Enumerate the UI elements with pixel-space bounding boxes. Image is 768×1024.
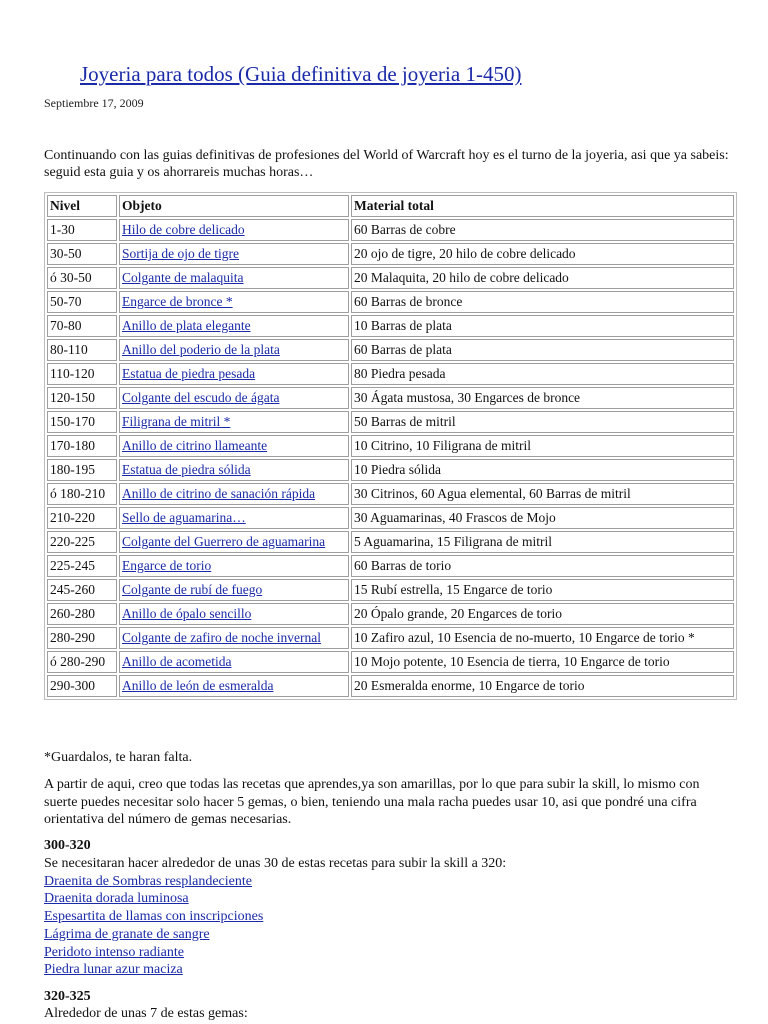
cell-material: 5 Aguamarina, 15 Filigrana de mitril: [351, 531, 734, 553]
recipe-link[interactable]: Peridoto intenso radiante: [44, 944, 184, 960]
cell-objeto: [119, 315, 349, 337]
cell-nivel: ó 30-50: [47, 267, 117, 289]
cell-material: 60 Barras de torio: [351, 555, 734, 577]
cell-material: 10 Mojo potente, 10 Esencia de tierra, 10 Engarce de torio: [351, 651, 734, 673]
recipe-link[interactable]: Draenita de Sombras resplandeciente: [44, 873, 252, 889]
cell-material: 60 Barras de plata: [351, 339, 734, 361]
cell-material: 20 ojo de tigre, 20 hilo de cobre delicado: [351, 243, 734, 265]
recipe-link[interactable]: Piedra lunar azur maciza: [44, 962, 183, 978]
table-body: [47, 219, 734, 697]
cell-nivel: 110-120: [47, 363, 117, 385]
cell-objeto: [119, 507, 349, 529]
cell-nivel: 150-170: [47, 411, 117, 433]
cell-nivel: 245-260: [47, 579, 117, 601]
recipe-link[interactable]: Espesartita de llamas con inscripciones: [44, 909, 264, 925]
leveling-table: [44, 192, 737, 700]
cell-material: 80 Piedra pesada: [351, 363, 734, 385]
cell-objeto: [119, 483, 349, 505]
cell-nivel: 260-280: [47, 603, 117, 625]
table-row: [47, 555, 734, 577]
item-link[interactable]: Colgante de zafiro de noche invernal: [122, 630, 322, 645]
table-row: [47, 603, 734, 625]
item-link[interactable]: Filigrana de mitril *: [122, 414, 231, 429]
cell-material: 15 Rubí estrella, 15 Engarce de torio: [351, 579, 734, 601]
cell-nivel: 80-110: [47, 339, 117, 361]
cell-material: 10 Citrino, 10 Filigrana de mitril: [351, 435, 734, 457]
recipe-link[interactable]: Lágrima de granate de sangre: [44, 926, 210, 942]
cell-nivel: 170-180: [47, 435, 117, 457]
cell-objeto: [119, 531, 349, 553]
item-link[interactable]: Sello de aguamarina…: [122, 510, 246, 525]
cell-material: 10 Zafiro azul, 10 Esencia de no-muerto, 10 Engarce de torio *: [351, 627, 734, 649]
table-row: [47, 411, 734, 433]
table-row: [47, 267, 734, 289]
cell-nivel: 220-225: [47, 531, 117, 553]
cell-material: 50 Barras de mitril: [351, 411, 734, 433]
cell-nivel: 1-30: [47, 219, 117, 241]
article-date: Septiembre 17, 2009: [44, 96, 144, 110]
cell-material: 30 Ágata mustosa, 30 Engarces de bronce: [351, 387, 734, 409]
cell-nivel: ó 280-290: [47, 651, 117, 673]
recipe-link-list: [44, 873, 506, 979]
item-link[interactable]: Colgante del Guerrero de aguamarina: [122, 534, 326, 549]
table-row: [47, 435, 734, 457]
cell-nivel: 180-195: [47, 459, 117, 481]
table-row: [47, 579, 734, 601]
cell-objeto: [119, 555, 349, 577]
cell-material: 20 Esmeralda enorme, 10 Engarce de torio: [351, 675, 734, 697]
footnote: *Guardalos, te haran falta.: [44, 750, 193, 765]
item-link[interactable]: Colgante del escudo de ágata: [122, 390, 280, 405]
header-nivel: Nivel: [47, 195, 117, 217]
body-paragraph: A partir de aqui, creo que todas las recetas que aprendes,ya son amarillas, por lo que para subir la skill, lo mismo con suerte puedes necesitar solo hacer 5 gemas, o bien, teniendo una mala racha puedes usar 10, asi que pondré una cifra orientativa del número de gemas necesarias.: [44, 777, 700, 827]
section-heading-320-325: 320-325: [44, 989, 91, 1004]
table-row: [47, 459, 734, 481]
cell-objeto: [119, 219, 349, 241]
item-link[interactable]: Anillo de ópalo sencillo: [122, 606, 252, 621]
cell-objeto: [119, 675, 349, 697]
section-text: Se necesitaran hacer alrededor de unas 30 de estas recetas para subir la skill a 320:: [44, 856, 507, 871]
cell-objeto: [119, 459, 349, 481]
article-intro: Continuando con las guias definitivas de profesiones del World of Warcraft hoy es el turno de la joyeria, asi que ya sabeis: seguid esta guia y os ahorrareis muchas horas…: [44, 148, 729, 180]
cell-nivel: 30-50: [47, 243, 117, 265]
item-link[interactable]: Colgante de rubí de fuego: [122, 582, 263, 597]
table-row: [47, 531, 734, 553]
table-header-row: [47, 195, 734, 217]
table-row: [47, 363, 734, 385]
cell-nivel: 50-70: [47, 291, 117, 313]
item-link[interactable]: Sortija de ojo de tigre: [122, 246, 239, 261]
cell-material: 10 Barras de plata: [351, 315, 734, 337]
item-link[interactable]: Estatua de piedra sólida: [122, 462, 251, 477]
item-link[interactable]: Colgante de malaquita: [122, 270, 244, 285]
cell-material: 60 Barras de cobre: [351, 219, 734, 241]
item-link[interactable]: Estatua de piedra pesada: [122, 366, 256, 381]
cell-objeto: [119, 363, 349, 385]
table-row: [47, 387, 734, 409]
item-link[interactable]: Anillo de citrino llameante: [122, 438, 268, 453]
cell-objeto: [119, 243, 349, 265]
item-link[interactable]: Anillo de acometida: [122, 654, 232, 669]
item-link[interactable]: Anillo de citrino de sanación rápida: [122, 486, 316, 501]
cell-material: 10 Piedra sólida: [351, 459, 734, 481]
item-link[interactable]: Engarce de torio: [122, 558, 212, 573]
item-link[interactable]: Anillo del poderio de la plata: [122, 342, 280, 357]
header-material: Material total: [351, 195, 734, 217]
cell-objeto: [119, 267, 349, 289]
cell-nivel: 120-150: [47, 387, 117, 409]
cell-objeto: [119, 435, 349, 457]
table-row: [47, 627, 734, 649]
article-title[interactable]: Joyeria para todos (Guia definitiva de joyeria 1-450): [80, 62, 522, 86]
item-link[interactable]: Anillo de león de esmeralda: [122, 678, 274, 693]
table-row: [47, 675, 734, 697]
table-row: [47, 651, 734, 673]
table-row: [47, 315, 734, 337]
item-link[interactable]: Engarce de bronce *: [122, 294, 233, 309]
recipe-link[interactable]: Draenita dorada luminosa: [44, 891, 189, 907]
table-row: [47, 507, 734, 529]
table-row: [47, 243, 734, 265]
cell-material: 30 Aguamarinas, 40 Frascos de Mojo: [351, 507, 734, 529]
cell-objeto: [119, 339, 349, 361]
cell-nivel: 70-80: [47, 315, 117, 337]
cell-material: 20 Malaquita, 20 hilo de cobre delicado: [351, 267, 734, 289]
cell-material: 20 Ópalo grande, 20 Engarces de torio: [351, 603, 734, 625]
cell-objeto: [119, 291, 349, 313]
table-row: [47, 291, 734, 313]
cell-nivel: 225-245: [47, 555, 117, 577]
cell-material: 60 Barras de bronce: [351, 291, 734, 313]
section-heading-300-320: 300-320: [44, 838, 91, 853]
table-row: [47, 339, 734, 361]
cell-objeto: [119, 411, 349, 433]
table-row: [47, 219, 734, 241]
header-objeto: Objeto: [119, 195, 349, 217]
cell-nivel: 290-300: [47, 675, 117, 697]
section-text-320-325: Alrededor de unas 7 de estas gemas:: [44, 1006, 248, 1021]
cell-nivel: 280-290: [47, 627, 117, 649]
item-link[interactable]: Hilo de cobre delicado: [122, 222, 245, 237]
cell-objeto: [119, 387, 349, 409]
cell-objeto: [119, 651, 349, 673]
cell-objeto: [119, 627, 349, 649]
cell-nivel: 210-220: [47, 507, 117, 529]
item-link[interactable]: Anillo de plata elegante: [122, 318, 251, 333]
section-300-320: [44, 855, 506, 979]
cell-objeto: [119, 603, 349, 625]
cell-nivel: ó 180-210: [47, 483, 117, 505]
cell-material: 30 Citrinos, 60 Agua elemental, 60 Barras de mitril: [351, 483, 734, 505]
cell-objeto: [119, 579, 349, 601]
table-row: [47, 483, 734, 505]
